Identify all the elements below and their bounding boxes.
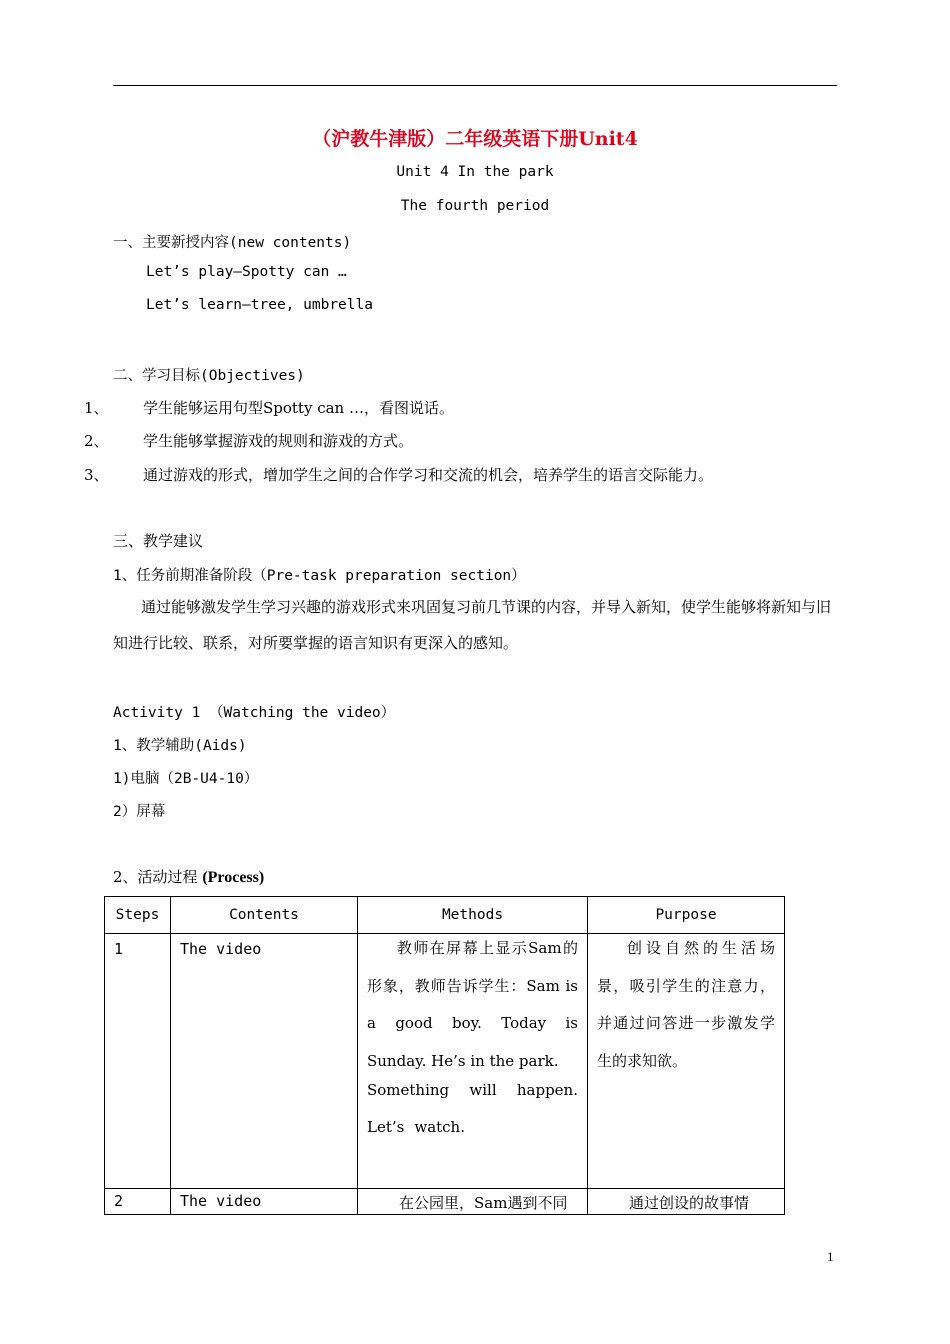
process-heading-english: (Process) bbox=[202, 869, 265, 886]
methods-text: 教师在屏幕上显示Sam的形象，教师告诉学生：Sam is a good boy. Today is Sunday. He’s in the park. bbox=[367, 939, 578, 1070]
purpose-cell bbox=[588, 934, 785, 1189]
table-row bbox=[105, 934, 785, 1189]
aids-heading: 1、教学辅助(Aids) bbox=[113, 738, 247, 754]
unit-subtitle: Unit 4 In the park bbox=[396, 164, 554, 180]
document-title: （沪教牛津版）二年级英语下册Unit4 bbox=[312, 128, 638, 150]
objective-number: 1、 bbox=[84, 399, 109, 417]
objective-text: 学生能够掌握游戏的规则和游戏的方式。 bbox=[143, 432, 414, 450]
page-number: 1 bbox=[827, 1249, 834, 1264]
aid-item: 2）屏幕 bbox=[113, 804, 166, 820]
methods-text: 在公园里，Sam遇到不同 bbox=[399, 1194, 568, 1212]
section1-item: Let’s learn—tree, umbrella bbox=[146, 297, 373, 313]
process-heading bbox=[113, 866, 264, 887]
purpose-cell bbox=[588, 1189, 785, 1215]
header-purpose: Purpose bbox=[588, 897, 785, 934]
process-heading-label: 2、活动过程 bbox=[113, 868, 203, 886]
step-number: 2 bbox=[114, 1192, 124, 1210]
contents-cell bbox=[171, 1189, 358, 1215]
section2-heading: 二、学习目标(Objectives) bbox=[113, 368, 305, 384]
contents-cell bbox=[171, 934, 358, 1189]
objective-text: 学生能够运用句型Spotty can …，看图说话。 bbox=[143, 399, 454, 417]
objective-number: 2、 bbox=[84, 432, 109, 450]
methods-cell bbox=[358, 1189, 588, 1215]
section3-heading: 三、教学建议 bbox=[113, 532, 204, 550]
contents-text: The video bbox=[180, 940, 262, 958]
purpose-text: 创设自然的生活场景，吸引学生的注意力，并通过问答进一步激发学生的求知欲。 bbox=[597, 939, 775, 1070]
methods-text: Something will happen. Let’s watch. bbox=[367, 1081, 578, 1136]
activity-title: Activity 1 （Watching the video） bbox=[113, 705, 396, 721]
header-methods: Methods bbox=[358, 897, 588, 934]
section1-item: Let’s play—Spotty can … bbox=[146, 264, 347, 280]
objective-text: 通过游戏的形式，增加学生之间的合作学习和交流的机会，培养学生的语言交际能力。 bbox=[143, 466, 714, 484]
purpose-text: 通过创设的故事情 bbox=[629, 1194, 750, 1212]
section3-paragraph: 通过能够激发学生学习兴趣的游戏形式来巩固复习前几节课的内容，并导入新知，使学生能够将新知与旧知进行比较、联系，对所要掌握的语言知识有更深入的感知。 bbox=[113, 598, 832, 652]
table-row bbox=[105, 1189, 785, 1215]
header-steps: Steps bbox=[105, 897, 171, 934]
step-cell bbox=[105, 934, 171, 1189]
table-header-row bbox=[105, 897, 785, 934]
methods-cell bbox=[358, 934, 588, 1189]
header-contents: Contents bbox=[171, 897, 358, 934]
contents-text: The video bbox=[180, 1192, 262, 1210]
step-number: 1 bbox=[114, 940, 124, 958]
section3-subheading: 1、任务前期准备阶段（Pre-task preparation section） bbox=[113, 568, 526, 584]
process-table bbox=[104, 896, 785, 1215]
step-cell bbox=[105, 1189, 171, 1215]
objective-number: 3、 bbox=[84, 466, 109, 484]
section1-heading: 一、主要新授内容(new contents) bbox=[113, 235, 352, 251]
header-rule bbox=[113, 85, 837, 86]
period-subtitle: The fourth period bbox=[400, 198, 550, 214]
aid-item: 1)电脑（2B-U4-10） bbox=[113, 771, 259, 787]
